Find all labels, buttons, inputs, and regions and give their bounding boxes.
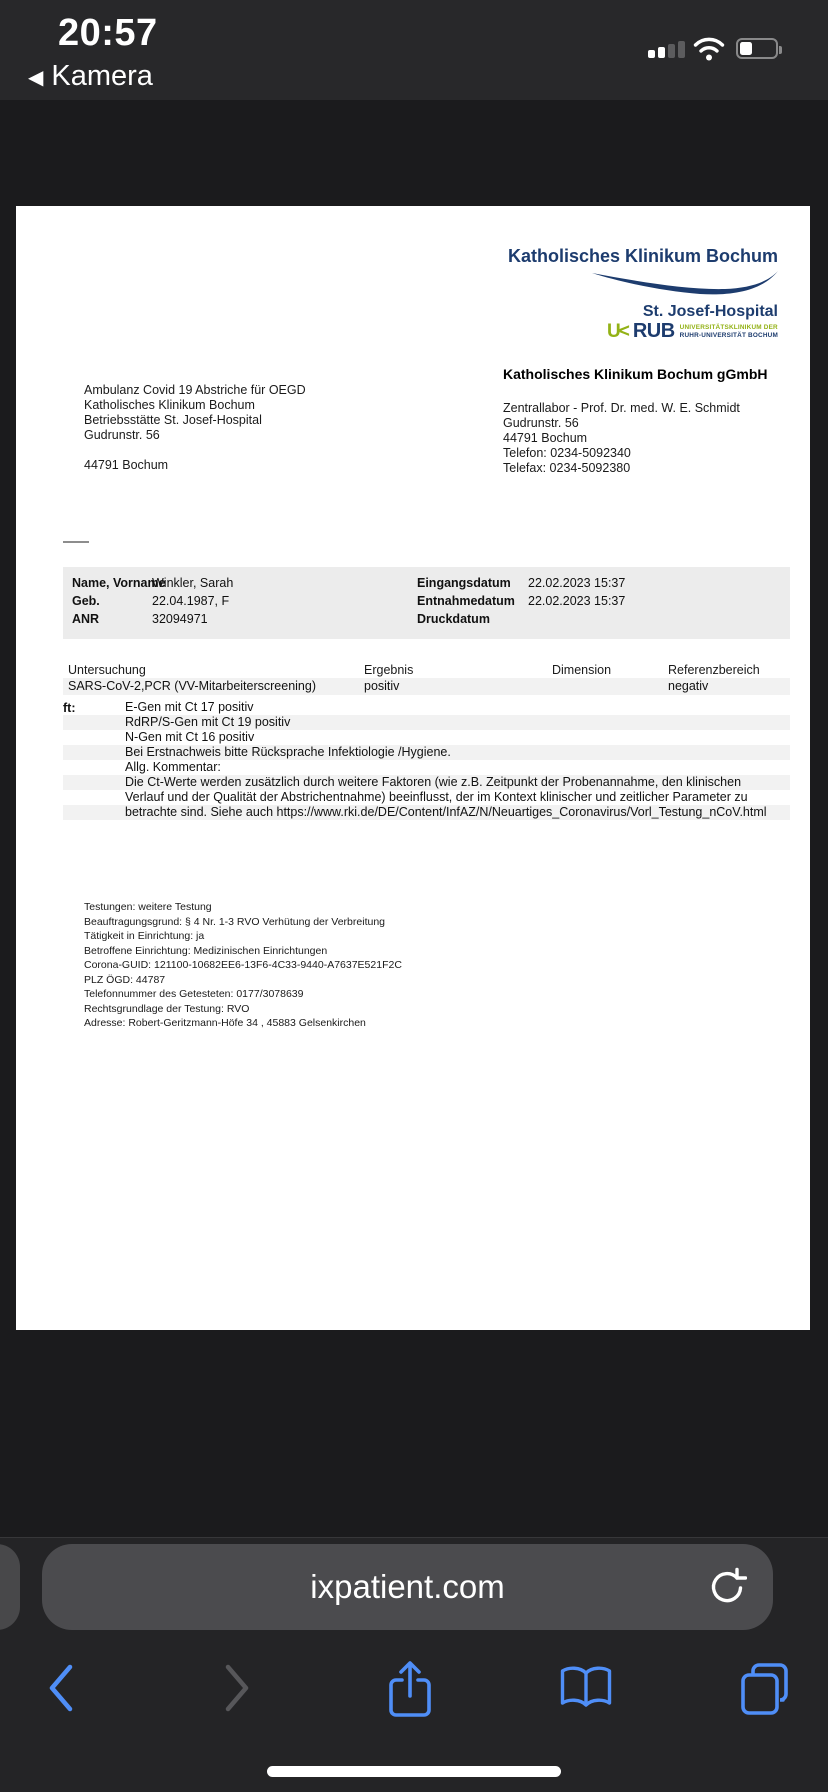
document-page xyxy=(16,206,810,1330)
patient-anr-value: 32094971 xyxy=(152,612,208,626)
lab-line: Zentrallabor - Prof. Dr. med. W. E. Schmidt xyxy=(503,401,740,415)
result-reference: negativ xyxy=(668,679,709,693)
patient-label: Entnahmedatum xyxy=(417,594,515,608)
sender-line: Gudrunstr. 56 xyxy=(84,428,160,442)
back-button[interactable] xyxy=(46,1663,76,1718)
footnote-line: RdRP/S-Gen mit Ct 19 positiv xyxy=(63,715,790,730)
sender-line: Katholisches Klinikum Bochum xyxy=(84,398,255,412)
back-app-label: Kamera xyxy=(51,60,153,92)
footnote-label: ft: xyxy=(63,701,76,715)
forward-button[interactable] xyxy=(222,1663,252,1718)
detail-line: Rechtsgrundlage der Testung: RVO xyxy=(84,1002,250,1015)
swoosh-logo-icon xyxy=(590,266,780,303)
battery-icon xyxy=(736,38,778,59)
result-row xyxy=(63,678,790,695)
detail-line: Betroffene Einrichtung: Medizinischen Einrichtungen xyxy=(84,944,328,957)
lab-line: Gudrunstr. 56 xyxy=(503,416,579,430)
footnote-line: Die Ct-Werte werden zusätzlich durch weitere Faktoren (wie z.B. Zeitpunkt der Probenannahme, den klinischen xyxy=(63,775,790,790)
tabs-icon[interactable] xyxy=(738,1661,790,1722)
lab-line: Telefax: 0234-5092380 xyxy=(503,461,631,475)
col-header-dimension: Dimension xyxy=(552,663,612,677)
uk-logo-text: U< xyxy=(607,320,628,342)
footnote-line: N-Gen mit Ct 16 positiv xyxy=(125,730,255,744)
detail-line: Tätigkeit in Einrichtung: ja xyxy=(84,930,205,942)
previous-tab-peek[interactable] xyxy=(0,1544,20,1630)
detail-line: Beauftragungsgrund: § 4 Nr. 1-3 RVO Verhütung der Verbreitung xyxy=(84,915,386,928)
cellular-signal-icon xyxy=(648,40,685,58)
patient-label: Druckdatum xyxy=(417,612,490,626)
patient-label: ANR xyxy=(72,612,100,626)
col-header-referenzbereich: Referenzbereich xyxy=(668,663,760,677)
fold-mark xyxy=(63,541,89,543)
safari-toolbar xyxy=(0,1537,828,1792)
lab-line: 44791 Bochum xyxy=(503,431,588,445)
result-test-name: SARS-CoV-2,PCR (VV-Mitarbeiterscreening) xyxy=(68,679,316,693)
detail-line: Telefonnummer des Getesteten: 0177/3078639 xyxy=(84,988,304,1000)
sender-line: Betriebsstätte St. Josef-Hospital xyxy=(84,413,262,427)
patient-label: Name, Vorname xyxy=(72,576,166,590)
detail-line: Testungen: weitere Testung xyxy=(84,901,212,913)
url-text: ixpatient.com xyxy=(310,1568,505,1605)
status-time: 20:57 xyxy=(58,12,158,54)
back-triangle-icon: ◀ xyxy=(28,67,44,89)
footnote-line: Bei Erstnachweis bitte Rücksprache Infektiologie /Hygiene. xyxy=(63,745,790,760)
lab-address xyxy=(503,401,740,476)
sender-address xyxy=(84,383,306,443)
footnote-line: betrachte sind. Siehe auch https://www.rki.de/DE/Content/InfAZ/N/Neuartiges_Coronavirus/Vorl_Testung_nCoV.html xyxy=(63,805,790,820)
hospital-name: St. Josef-Hospital xyxy=(642,303,778,320)
uk-logo-line2: RUHR-UNIVERSITÄT BOCHUM xyxy=(679,331,778,339)
company-name: Katholisches Klinikum Bochum gGmbH xyxy=(503,366,768,382)
patient-label: Eingangsdatum xyxy=(417,576,511,590)
col-header-untersuchung: Untersuchung xyxy=(68,663,146,677)
col-header-ergebnis: Ergebnis xyxy=(364,663,414,677)
lab-line: Telefon: 0234-5092340 xyxy=(503,446,631,460)
home-indicator[interactable] xyxy=(267,1766,561,1777)
patient-dob-value: 22.04.1987, F xyxy=(152,594,230,608)
patient-info-box xyxy=(63,567,790,639)
sender-line: Ambulanz Covid 19 Abstriche für OEGD xyxy=(84,383,306,397)
eingangsdatum-value: 22.02.2023 15:37 xyxy=(528,576,626,590)
ukrub-logo xyxy=(607,320,778,343)
bookmarks-book-icon[interactable] xyxy=(558,1665,614,1718)
detail-line: PLZ ÖGD: 44787 xyxy=(84,973,166,986)
wifi-icon xyxy=(692,35,726,66)
footnote-line: Allg. Kommentar: xyxy=(125,760,221,774)
back-to-camera-link[interactable] xyxy=(28,60,153,93)
reload-icon[interactable] xyxy=(707,1566,747,1615)
patient-name-value: Winkler, Sarah xyxy=(152,576,234,590)
clinic-header: Katholisches Klinikum Bochum xyxy=(507,246,778,266)
entnahmedatum-value: 22.02.2023 15:37 xyxy=(528,594,626,608)
share-icon[interactable] xyxy=(386,1658,434,1725)
uk-logo-line1: UNIVERSITÄTSKLINIKUM DER xyxy=(679,323,778,331)
address-bar[interactable] xyxy=(42,1544,773,1630)
rub-logo-text: RUB xyxy=(632,320,675,342)
footnote-line: Verlauf und der Qualität der Abstrichentnahme) beeinflusst, der im Kontext klinischer und zeitlicher Parameter zu xyxy=(125,790,748,804)
result-value: positiv xyxy=(364,679,400,693)
patient-label: Geb. xyxy=(72,594,100,608)
footnote-line: E-Gen mit Ct 17 positiv xyxy=(125,700,254,714)
detail-line: Adresse: Robert-Geritzmann-Höfe 34 , 45883 Gelsenkirchen xyxy=(84,1017,366,1029)
test-details-block xyxy=(84,900,402,1031)
toolbar-buttons xyxy=(0,1663,828,1723)
sender-city: 44791 Bochum xyxy=(84,458,169,472)
detail-line: Corona-GUID: 121100-10682EE6-13F6-4C33-9440-A7637E521F2C xyxy=(84,959,402,971)
